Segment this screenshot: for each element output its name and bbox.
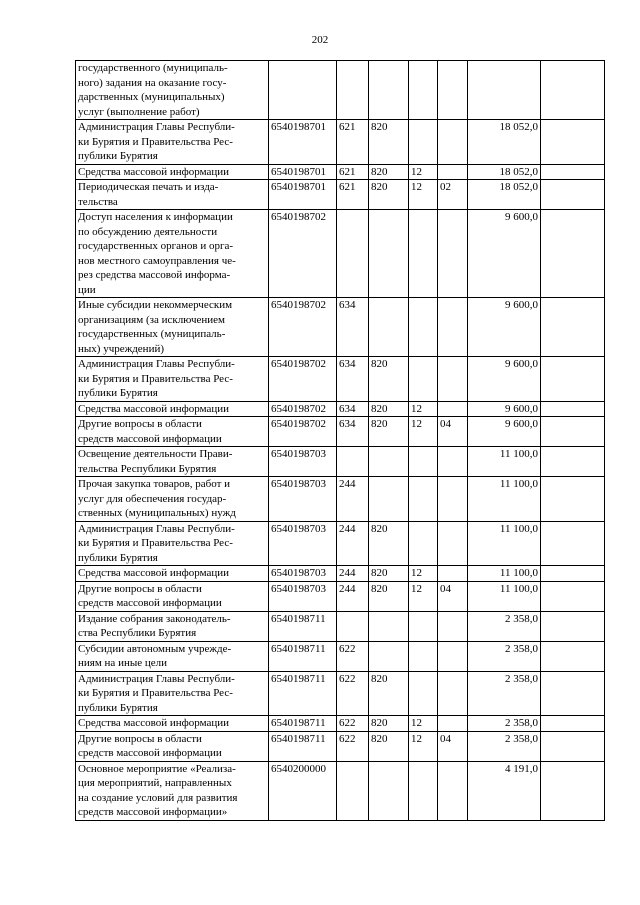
target-article-code-cell: 6540198702 [269,357,337,402]
amount-cell: 11 100,0 [468,477,541,522]
section-code-cell: 12 [409,716,438,732]
subsection-code-cell [438,447,468,477]
administrator-code-cell: 820 [369,566,409,582]
expense-type-code-cell [337,210,369,298]
section-code-cell [409,761,438,820]
extra-amount-cell [541,477,605,522]
subsection-code-cell [438,641,468,671]
expense-type-code-cell: 622 [337,716,369,732]
section-code-cell [409,357,438,402]
extra-amount-cell [541,164,605,180]
section-code-cell [409,447,438,477]
subsection-code-cell [438,357,468,402]
administrator-code-cell: 820 [369,521,409,566]
amount-cell: 18 052,0 [468,180,541,210]
section-code-cell: 12 [409,731,438,761]
table-row [76,447,605,477]
expense-type-code-cell: 622 [337,641,369,671]
section-code-cell [409,298,438,357]
target-article-code-cell: 6540198703 [269,477,337,522]
section-code-cell: 12 [409,566,438,582]
extra-amount-cell [541,761,605,820]
extra-amount-cell [541,641,605,671]
administrator-code-cell: 820 [369,671,409,716]
extra-amount-cell [541,521,605,566]
section-code-cell [409,521,438,566]
target-article-code-cell: 6540198711 [269,641,337,671]
expense-type-code-cell: 634 [337,417,369,447]
amount-cell [468,61,541,120]
expense-type-code-cell: 244 [337,581,369,611]
extra-amount-cell [541,417,605,447]
extra-amount-cell [541,357,605,402]
administrator-code-cell: 820 [369,357,409,402]
expense-type-code-cell: 622 [337,671,369,716]
subsection-code-cell [438,716,468,732]
table-row [76,477,605,522]
row-name-cell: Другие вопросы в области средств массовой информации [76,731,269,761]
administrator-code-cell: 820 [369,180,409,210]
administrator-code-cell [369,447,409,477]
subsection-code-cell [438,298,468,357]
table-row [76,401,605,417]
target-article-code-cell: 6540198703 [269,581,337,611]
expense-type-code-cell: 634 [337,401,369,417]
table-row [76,581,605,611]
expense-type-code-cell [337,447,369,477]
expense-type-code-cell: 244 [337,566,369,582]
target-article-code-cell: 6540198711 [269,611,337,641]
administrator-code-cell: 820 [369,120,409,165]
section-code-cell [409,641,438,671]
expense-type-code-cell [337,61,369,120]
administrator-code-cell: 820 [369,164,409,180]
amount-cell: 2 358,0 [468,611,541,641]
target-article-code-cell: 6540198711 [269,731,337,761]
expense-type-code-cell: 244 [337,521,369,566]
extra-amount-cell [541,401,605,417]
row-name-cell: Субсидии автономным учрежде- ниям на иные цели [76,641,269,671]
section-code-cell [409,611,438,641]
section-code-cell: 12 [409,581,438,611]
subsection-code-cell: 02 [438,180,468,210]
expense-type-code-cell: 621 [337,164,369,180]
extra-amount-cell [541,120,605,165]
amount-cell: 11 100,0 [468,581,541,611]
row-name-cell: Издание собрания законодатель- ства Республики Бурятия [76,611,269,641]
administrator-code-cell: 820 [369,581,409,611]
administrator-code-cell [369,611,409,641]
amount-cell: 9 600,0 [468,298,541,357]
budget-table [75,60,605,821]
subsection-code-cell [438,210,468,298]
subsection-code-cell [438,120,468,165]
target-article-code-cell: 6540198703 [269,447,337,477]
amount-cell: 2 358,0 [468,641,541,671]
table-row [76,164,605,180]
extra-amount-cell [541,61,605,120]
subsection-code-cell [438,401,468,417]
table-row [76,120,605,165]
extra-amount-cell [541,716,605,732]
target-article-code-cell: 6540198702 [269,401,337,417]
extra-amount-cell [541,611,605,641]
target-article-code-cell: 6540198711 [269,716,337,732]
subsection-code-cell: 04 [438,581,468,611]
expense-type-code-cell [337,761,369,820]
section-code-cell [409,61,438,120]
table-row [76,180,605,210]
row-name-cell: Средства массовой информации [76,164,269,180]
expense-type-code-cell: 634 [337,298,369,357]
table-row [76,641,605,671]
table-row [76,761,605,820]
row-name-cell: Основное мероприятие «Реализа- ция мероприятий, направленных на создание условий для развития средств массовой информации» [76,761,269,820]
target-article-code-cell: 6540198702 [269,417,337,447]
row-name-cell: Доступ населения к информации по обсуждению деятельности государственных органов и орга- нов местного самоуправления че- рез средства массовой информа- ции [76,210,269,298]
section-code-cell: 12 [409,401,438,417]
administrator-code-cell: 820 [369,401,409,417]
target-article-code-cell: 6540198702 [269,210,337,298]
row-name-cell: Освещение деятельности Прави- тельства Республики Бурятия [76,447,269,477]
subsection-code-cell [438,61,468,120]
table-row [76,566,605,582]
extra-amount-cell [541,581,605,611]
target-article-code-cell: 6540198711 [269,671,337,716]
row-name-cell: Администрация Главы Республи- ки Бурятия и Правительства Рес- публики Бурятия [76,521,269,566]
row-name-cell: Средства массовой информации [76,716,269,732]
target-article-code-cell: 6540198701 [269,180,337,210]
expense-type-code-cell: 622 [337,731,369,761]
administrator-code-cell: 820 [369,716,409,732]
section-code-cell [409,671,438,716]
administrator-code-cell [369,61,409,120]
extra-amount-cell [541,566,605,582]
subsection-code-cell [438,164,468,180]
administrator-code-cell [369,210,409,298]
section-code-cell [409,210,438,298]
expense-type-code-cell: 621 [337,180,369,210]
table-row [76,357,605,402]
target-article-code-cell: 6540198702 [269,298,337,357]
amount-cell: 4 191,0 [468,761,541,820]
table-row [76,731,605,761]
section-code-cell: 12 [409,180,438,210]
expense-type-code-cell: 244 [337,477,369,522]
target-article-code-cell: 6540198703 [269,566,337,582]
page-number: 202 [311,34,329,46]
administrator-code-cell: 820 [369,417,409,447]
expense-type-code-cell: 634 [337,357,369,402]
amount-cell: 9 600,0 [468,210,541,298]
subsection-code-cell [438,477,468,522]
row-name-cell: Другие вопросы в области средств массовой информации [76,417,269,447]
row-name-cell: Администрация Главы Республи- ки Бурятия и Правительства Рес- публики Бурятия [76,120,269,165]
table-row [76,417,605,447]
amount-cell: 11 100,0 [468,566,541,582]
extra-amount-cell [541,210,605,298]
amount-cell: 9 600,0 [468,357,541,402]
administrator-code-cell [369,477,409,522]
subsection-code-cell: 04 [438,417,468,447]
section-code-cell [409,120,438,165]
amount-cell: 2 358,0 [468,731,541,761]
row-name-cell: Средства массовой информации [76,401,269,417]
table-row [76,671,605,716]
amount-cell: 2 358,0 [468,671,541,716]
subsection-code-cell [438,761,468,820]
amount-cell: 18 052,0 [468,164,541,180]
target-article-code-cell: 6540198701 [269,120,337,165]
target-article-code-cell [269,61,337,120]
row-name-cell: Прочая закупка товаров, работ и услуг для обеспечения государ- ственных (муниципальных) нужд [76,477,269,522]
table-row [76,611,605,641]
amount-cell: 11 100,0 [468,447,541,477]
extra-amount-cell [541,731,605,761]
row-name-cell: государственного (муниципаль- ного) задания на оказание госу- дарственных (муниципальных) услуг (выполнение работ) [76,61,269,120]
subsection-code-cell [438,566,468,582]
table-row [76,298,605,357]
amount-cell: 9 600,0 [468,417,541,447]
row-name-cell: Иные субсидии некоммерческим организациям (за исключением государственных (муниципаль- ных) учреждений) [76,298,269,357]
table-row [76,61,605,120]
target-article-code-cell: 6540198703 [269,521,337,566]
amount-cell: 9 600,0 [468,401,541,417]
extra-amount-cell [541,180,605,210]
table-row [76,210,605,298]
section-code-cell: 12 [409,164,438,180]
administrator-code-cell: 820 [369,731,409,761]
target-article-code-cell: 6540200000 [269,761,337,820]
administrator-code-cell [369,641,409,671]
extra-amount-cell [541,671,605,716]
amount-cell: 2 358,0 [468,716,541,732]
administrator-code-cell [369,298,409,357]
expense-type-code-cell [337,611,369,641]
administrator-code-cell [369,761,409,820]
subsection-code-cell [438,611,468,641]
section-code-cell [409,477,438,522]
subsection-code-cell [438,671,468,716]
target-article-code-cell: 6540198701 [269,164,337,180]
budget-table-body [76,61,605,821]
subsection-code-cell [438,521,468,566]
row-name-cell: Другие вопросы в области средств массовой информации [76,581,269,611]
extra-amount-cell [541,298,605,357]
subsection-code-cell: 04 [438,731,468,761]
row-name-cell: Администрация Главы Республи- ки Бурятия и Правительства Рес- публики Бурятия [76,357,269,402]
table-row [76,521,605,566]
amount-cell: 18 052,0 [468,120,541,165]
table-row [76,716,605,732]
extra-amount-cell [541,447,605,477]
section-code-cell: 12 [409,417,438,447]
expense-type-code-cell: 621 [337,120,369,165]
row-name-cell: Периодическая печать и изда- тельства [76,180,269,210]
amount-cell: 11 100,0 [468,521,541,566]
row-name-cell: Средства массовой информации [76,566,269,582]
row-name-cell: Администрация Главы Республи- ки Бурятия и Правительства Рес- публики Бурятия [76,671,269,716]
